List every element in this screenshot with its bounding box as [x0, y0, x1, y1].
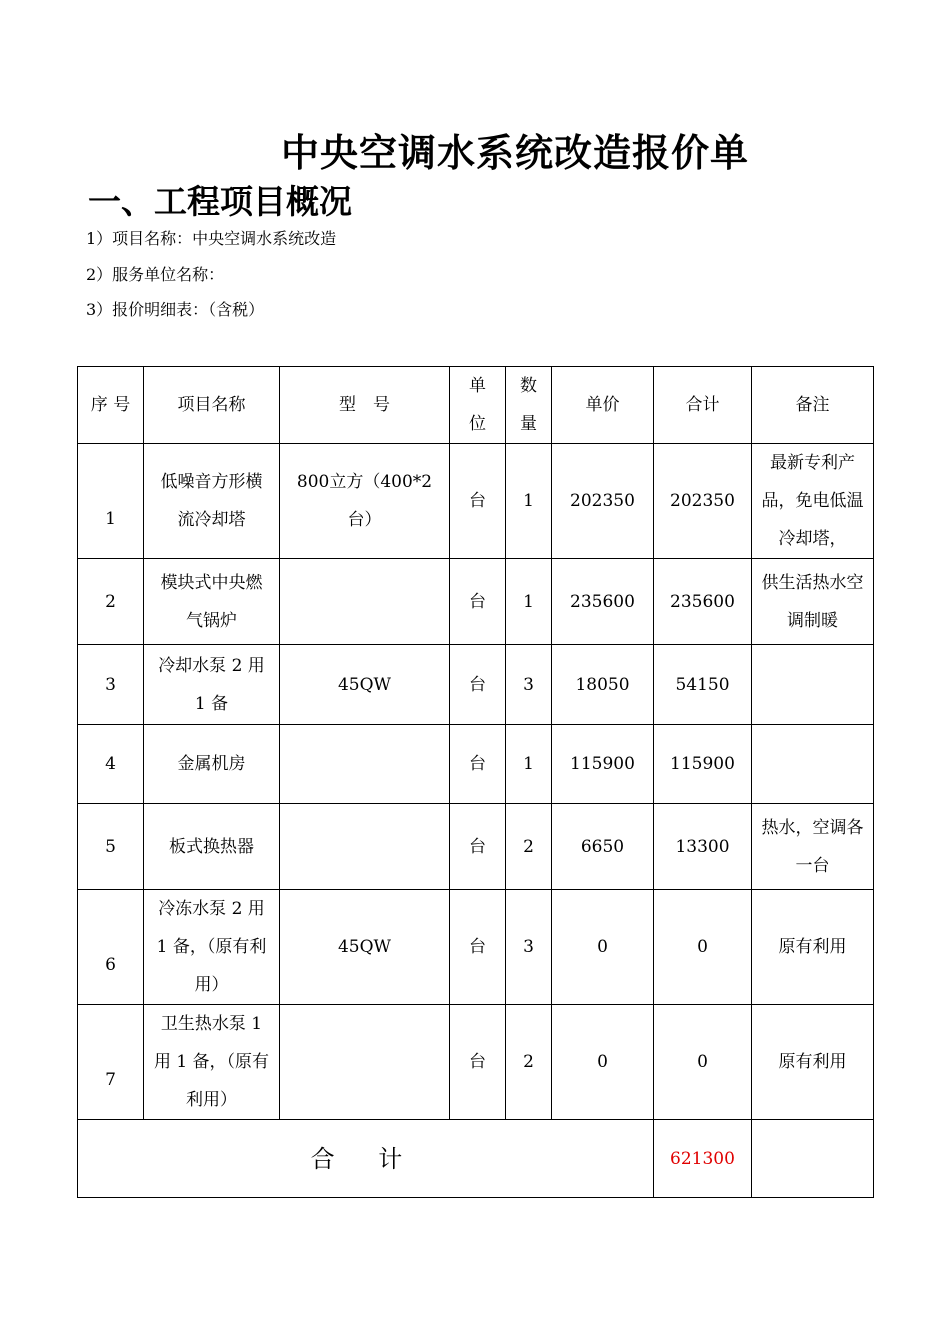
row-price: 235600: [552, 559, 654, 645]
row-model: [280, 725, 450, 804]
row-name: 金属机房: [144, 725, 280, 804]
row-name: 板式换热器: [144, 804, 280, 890]
table-row: [78, 444, 874, 559]
row-qty: 3: [506, 645, 552, 725]
row-name: 冷却水泵 2 用 1 备: [144, 645, 280, 725]
page-title: 中央空调水系统改造报价单: [280, 131, 749, 175]
header-qty-1: 数: [520, 376, 537, 396]
row-seq: 1: [78, 444, 144, 559]
quote-table: [77, 366, 874, 1198]
row-seq: 7: [78, 1005, 144, 1120]
row-total: 0: [654, 890, 752, 1005]
row-name: 低噪音方形横流冷却塔: [144, 444, 280, 559]
row-total: 115900: [654, 725, 752, 804]
row-name: 卫生热水泵 1 用 1 备，（原有利用）: [144, 1005, 280, 1120]
table-row: [78, 890, 874, 1005]
table-row: [78, 1005, 874, 1120]
row-price: 0: [552, 1005, 654, 1120]
row-price: 6650: [552, 804, 654, 890]
total-value: 621300: [654, 1120, 752, 1198]
table-header-row: [78, 367, 874, 444]
row-unit: 台: [450, 645, 506, 725]
header-price: 单价: [552, 367, 654, 444]
row-qty: 3: [506, 890, 552, 1005]
info-service-unit: 2）服务单位名称：: [86, 265, 225, 284]
header-unit-2: 位: [469, 414, 486, 434]
row-note: 供生活热水空调制暖: [752, 559, 874, 645]
row-seq: 5: [78, 804, 144, 890]
row-total: 235600: [654, 559, 752, 645]
row-model: [280, 559, 450, 645]
row-note: 热水，空调各一台: [752, 804, 874, 890]
row-seq: 6: [78, 890, 144, 1005]
row-seq: 4: [78, 725, 144, 804]
header-unit-1: 单: [469, 376, 486, 396]
table-row: [78, 645, 874, 725]
row-qty: 2: [506, 1005, 552, 1120]
total-note: [752, 1120, 874, 1198]
row-model: [280, 1005, 450, 1120]
row-unit: 台: [450, 444, 506, 559]
row-price: 0: [552, 890, 654, 1005]
header-note: 备注: [752, 367, 874, 444]
row-name: 模块式中央燃气锅炉: [144, 559, 280, 645]
header-total: 合计: [654, 367, 752, 444]
row-model: 45QW: [280, 890, 450, 1005]
row-qty: 1: [506, 725, 552, 804]
row-unit: 台: [450, 1005, 506, 1120]
row-unit: 台: [450, 559, 506, 645]
row-total: 0: [654, 1005, 752, 1120]
row-note: 原有利用: [752, 890, 874, 1005]
row-seq: 3: [78, 645, 144, 725]
row-unit: 台: [450, 725, 506, 804]
row-total: 13300: [654, 804, 752, 890]
row-model: 45QW: [280, 645, 450, 725]
row-qty: 1: [506, 559, 552, 645]
info-project-name: 1）项目名称：中央空调水系统改造: [86, 229, 337, 248]
row-unit: 台: [450, 804, 506, 890]
header-name: 项目名称: [144, 367, 280, 444]
row-price: 202350: [552, 444, 654, 559]
row-total: 54150: [654, 645, 752, 725]
total-label: 合 计: [78, 1120, 654, 1198]
row-price: 115900: [552, 725, 654, 804]
row-note: 最新专利产品，免电低温冷却塔，: [752, 444, 874, 559]
table-row: [78, 725, 874, 804]
info-quote-detail: 3）报价明细表：（含税）: [86, 300, 265, 319]
table-row: [78, 559, 874, 645]
header-model: 型 号: [280, 367, 450, 444]
row-note: [752, 645, 874, 725]
header-qty-2: 量: [520, 414, 537, 434]
row-total: 202350: [654, 444, 752, 559]
header-unit: [450, 367, 506, 444]
row-unit: 台: [450, 890, 506, 1005]
row-model: [280, 804, 450, 890]
row-note: 原有利用: [752, 1005, 874, 1120]
row-qty: 2: [506, 804, 552, 890]
row-name: 冷冻水泵 2 用 1 备，（原有利用）: [144, 890, 280, 1005]
header-seq: 序 号: [78, 367, 144, 444]
row-note: [752, 725, 874, 804]
section-title: 一、工程项目概况: [88, 182, 352, 221]
header-qty: [506, 367, 552, 444]
row-price: 18050: [552, 645, 654, 725]
row-qty: 1: [506, 444, 552, 559]
table-row: [78, 804, 874, 890]
table-total-row: [78, 1120, 874, 1198]
row-seq: 2: [78, 559, 144, 645]
row-model: 800立方（400*2台）: [280, 444, 450, 559]
